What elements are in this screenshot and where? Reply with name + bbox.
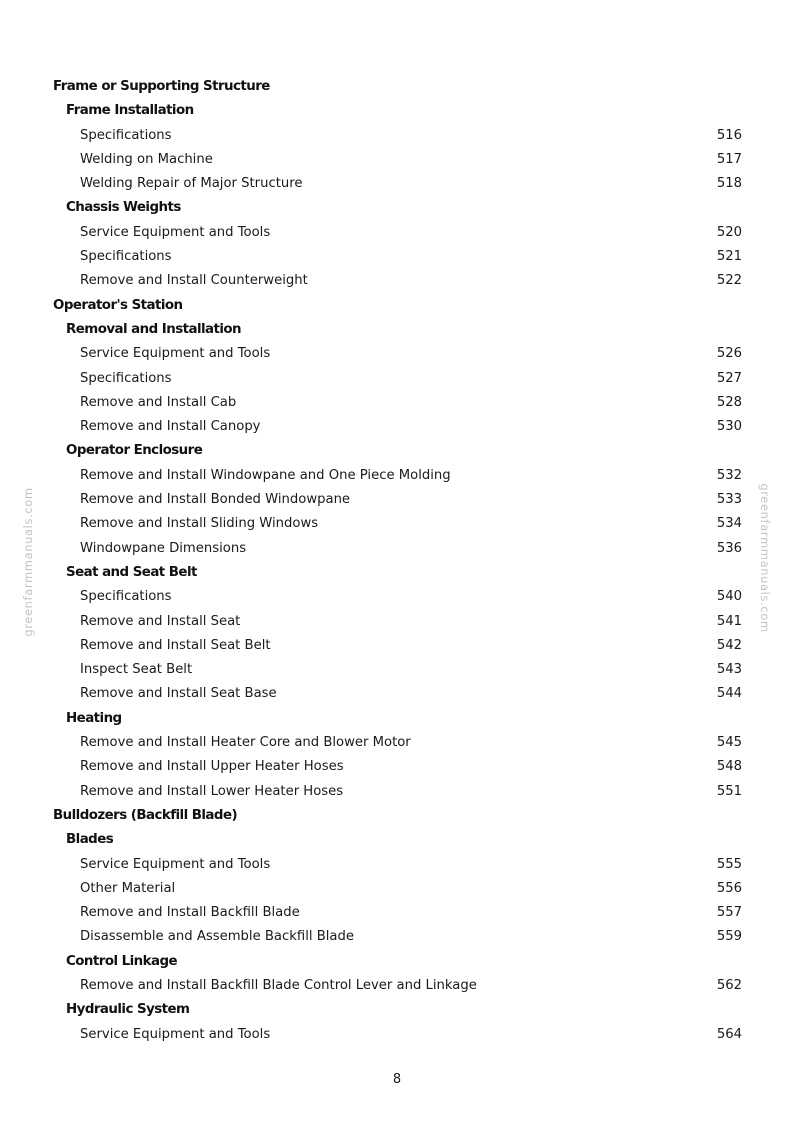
toc-entry-title: Service Equipment and Tools xyxy=(80,224,271,240)
toc-entry-page-number: 536 xyxy=(716,540,742,556)
toc-entry-title: Remove and Install Seat xyxy=(80,613,241,629)
toc-entry-page-number: 555 xyxy=(716,856,742,872)
toc-entry-title: Frame Installation xyxy=(66,103,194,119)
toc-entry[interactable] xyxy=(0,610,794,634)
toc-entry-page-number: 533 xyxy=(716,492,742,508)
toc-entry[interactable] xyxy=(0,1023,794,1047)
toc-entry-title: Remove and Install Seat Belt xyxy=(80,637,271,653)
toc-entry[interactable] xyxy=(0,172,794,196)
toc-entry[interactable] xyxy=(0,658,794,682)
toc-entry-title: Service Equipment and Tools xyxy=(80,1026,271,1042)
toc-entry-page-number: 532 xyxy=(716,467,742,483)
toc-entry[interactable] xyxy=(0,974,794,998)
toc-entry-page-number: 518 xyxy=(716,176,742,192)
toc-entry-title: Service Equipment and Tools xyxy=(80,346,271,362)
toc-entry-page-number: 528 xyxy=(716,394,742,410)
toc-entry[interactable] xyxy=(0,585,794,609)
toc-section-heading[interactable] xyxy=(0,75,794,99)
toc-entry-title: Service Equipment and Tools xyxy=(80,856,271,872)
toc-entry-title: Specifications xyxy=(80,370,172,386)
toc-entry-title: Blades xyxy=(66,832,114,848)
toc-entry-page-number: 548 xyxy=(716,759,742,775)
toc-entry-title: Specifications xyxy=(80,127,172,143)
toc-entry-title: Remove and Install Sliding Windows xyxy=(80,516,319,532)
toc-entry-page-number: 526 xyxy=(716,346,742,362)
toc-entry[interactable] xyxy=(0,755,794,779)
toc-subsection-heading[interactable] xyxy=(0,828,794,852)
toc-subsection-heading[interactable] xyxy=(0,561,794,585)
watermark-left: greenfarmmanuals.com xyxy=(21,487,35,637)
toc-entry-page-number: 557 xyxy=(716,905,742,921)
toc-entry-page-number: 564 xyxy=(716,1026,742,1042)
toc-entry-title: Remove and Install Lower Heater Hoses xyxy=(80,783,344,799)
toc-entry[interactable] xyxy=(0,342,794,366)
toc-entry[interactable] xyxy=(0,221,794,245)
toc-entry-page-number: 542 xyxy=(716,637,742,653)
toc-entry-title: Heating xyxy=(66,710,122,726)
table-of-contents xyxy=(0,75,794,1047)
toc-entry[interactable] xyxy=(0,124,794,148)
watermark-right: greenfarmmanuals.com xyxy=(758,483,772,633)
toc-section-heading[interactable] xyxy=(0,294,794,318)
toc-entry[interactable] xyxy=(0,367,794,391)
toc-entry-page-number: 540 xyxy=(716,589,742,605)
toc-entry-title: Welding on Machine xyxy=(80,151,213,167)
toc-section-heading[interactable] xyxy=(0,804,794,828)
toc-entry-title: Remove and Install Cab xyxy=(80,394,237,410)
toc-entry-title: Windowpane Dimensions xyxy=(80,540,247,556)
toc-entry-title: Welding Repair of Major Structure xyxy=(80,176,303,192)
toc-entry-title: Remove and Install Seat Base xyxy=(80,686,277,702)
toc-entry[interactable] xyxy=(0,901,794,925)
toc-entry-page-number: 522 xyxy=(716,273,742,289)
toc-entry[interactable] xyxy=(0,269,794,293)
toc-entry[interactable] xyxy=(0,877,794,901)
toc-subsection-heading[interactable] xyxy=(0,196,794,220)
toc-subsection-heading[interactable] xyxy=(0,950,794,974)
toc-entry[interactable] xyxy=(0,731,794,755)
toc-entry-title: Remove and Install Windowpane and One Piece Molding xyxy=(80,467,451,483)
toc-entry-title: Remove and Install Backfill Blade xyxy=(80,905,300,921)
toc-entry-title: Disassemble and Assemble Backfill Blade xyxy=(80,929,354,945)
toc-entry-title: Remove and Install Upper Heater Hoses xyxy=(80,759,344,775)
toc-entry-title: Specifications xyxy=(80,249,172,265)
toc-entry[interactable] xyxy=(0,634,794,658)
toc-entry-page-number: 527 xyxy=(716,370,742,386)
toc-entry[interactable] xyxy=(0,148,794,172)
toc-entry-title: Control Linkage xyxy=(66,953,178,969)
toc-subsection-heading[interactable] xyxy=(0,439,794,463)
toc-entry-title: Operator's Station xyxy=(53,297,183,313)
toc-entry-title: Bulldozers (Backfill Blade) xyxy=(53,807,238,823)
toc-subsection-heading[interactable] xyxy=(0,318,794,342)
toc-entry[interactable] xyxy=(0,537,794,561)
toc-entry-title: Frame or Supporting Structure xyxy=(53,79,270,94)
toc-entry-page-number: 516 xyxy=(716,127,742,143)
toc-entry[interactable] xyxy=(0,925,794,949)
toc-entry[interactable] xyxy=(0,682,794,706)
toc-entry-page-number: 551 xyxy=(716,783,742,799)
toc-entry-page-number: 520 xyxy=(716,224,742,240)
toc-entry-page-number: 544 xyxy=(716,686,742,702)
toc-entry-title: Remove and Install Backfill Blade Control Lever and Linkage xyxy=(80,977,477,993)
toc-entry-page-number: 543 xyxy=(716,662,742,678)
toc-subsection-heading[interactable] xyxy=(0,707,794,731)
toc-entry-page-number: 534 xyxy=(716,516,742,532)
toc-entry-page-number: 521 xyxy=(716,249,742,265)
toc-entry[interactable] xyxy=(0,853,794,877)
toc-entry-title: Removal and Installation xyxy=(66,321,242,337)
toc-entry-title: Remove and Install Counterweight xyxy=(80,273,308,289)
toc-subsection-heading[interactable] xyxy=(0,99,794,123)
toc-entry-page-number: 541 xyxy=(716,613,742,629)
toc-entry-title: Seat and Seat Belt xyxy=(66,564,197,580)
toc-entry-title: Remove and Install Bonded Windowpane xyxy=(80,492,351,508)
toc-entry[interactable] xyxy=(0,488,794,512)
toc-entry-title: Hydraulic System xyxy=(66,1002,190,1018)
toc-entry-page-number: 517 xyxy=(716,151,742,167)
toc-entry[interactable] xyxy=(0,780,794,804)
toc-entry-page-number: 556 xyxy=(716,880,742,896)
toc-entry[interactable] xyxy=(0,391,794,415)
toc-entry-title: Remove and Install Heater Core and Blower Motor xyxy=(80,735,411,751)
page-number-footer: 8 xyxy=(392,1072,402,1087)
toc-entry-page-number: 562 xyxy=(716,977,742,993)
toc-entry-title: Chassis Weights xyxy=(66,200,181,216)
toc-entry-page-number: 559 xyxy=(716,929,742,945)
toc-entry-title: Remove and Install Canopy xyxy=(80,419,261,435)
toc-entry[interactable] xyxy=(0,512,794,536)
toc-entry-page-number: 545 xyxy=(716,735,742,751)
toc-entry-title: Inspect Seat Belt xyxy=(80,662,193,678)
toc-entry-title: Operator Enclosure xyxy=(66,443,203,459)
toc-subsection-heading[interactable] xyxy=(0,998,794,1022)
toc-entry[interactable] xyxy=(0,464,794,488)
toc-entry-title: Other Material xyxy=(80,880,176,896)
toc-entry[interactable] xyxy=(0,415,794,439)
toc-entry[interactable] xyxy=(0,245,794,269)
toc-entry-title: Specifications xyxy=(80,589,172,605)
toc-entry-page-number: 530 xyxy=(716,419,742,435)
